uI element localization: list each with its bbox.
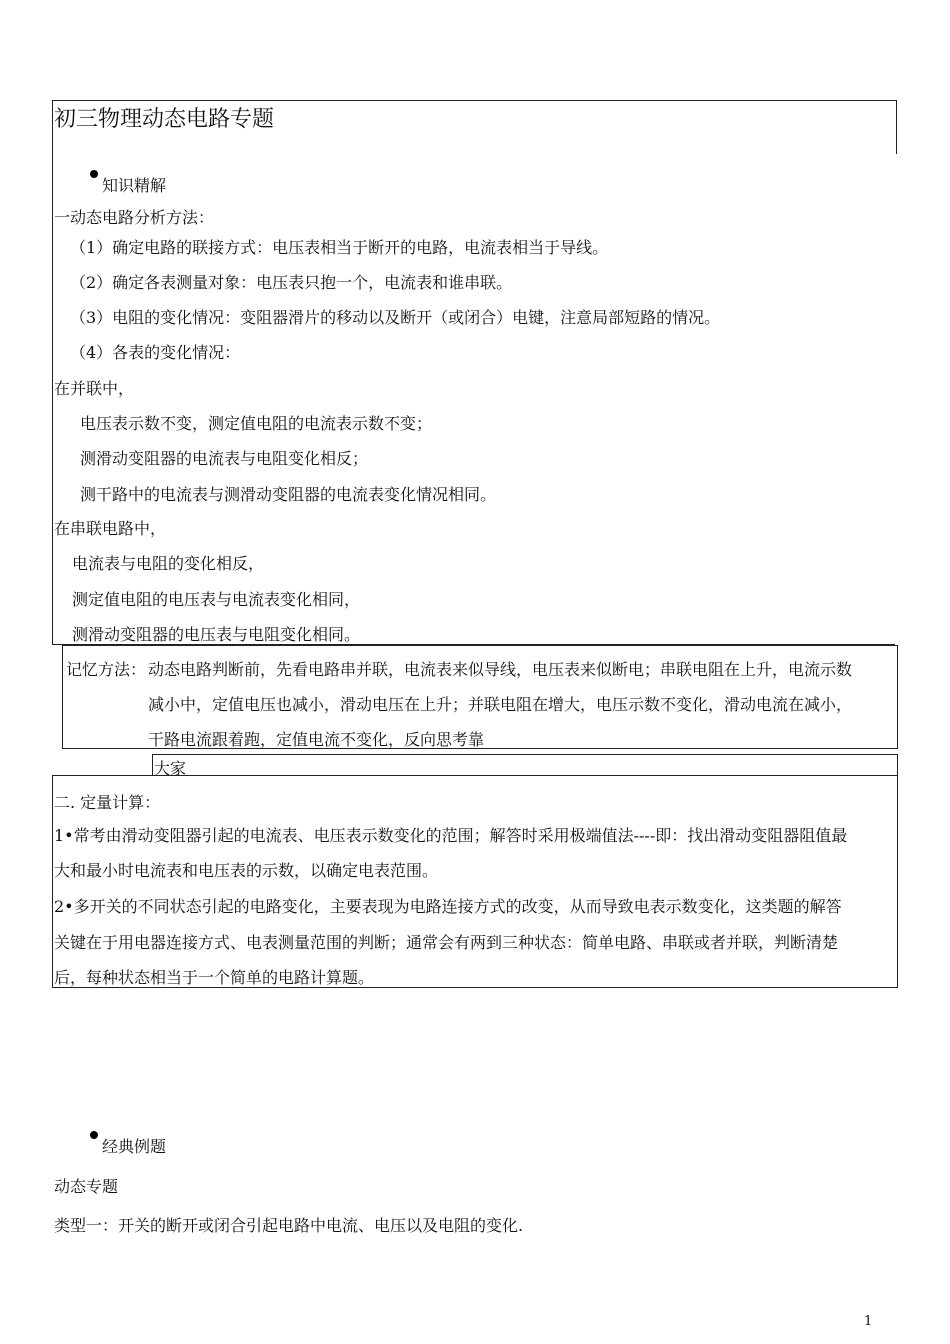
page-title: 初三物理动态电路专题	[54, 107, 275, 132]
series-item: 测定值电阻的电压表与电流表变化相同，	[72, 590, 361, 609]
series-item: 电流表与电阻的变化相反，	[72, 554, 265, 573]
step-2: （2）确定各表测量对象：电压表只抱一个，电流表和谁串联。	[70, 273, 513, 292]
parallel-heading: 在并联中，	[54, 379, 135, 398]
quant-heading: 二. 定量计算：	[54, 793, 161, 812]
section-heading-knowledge: 知识精解	[102, 176, 167, 195]
series-item: 测滑动变阻器的电压表与电阻变化相同。	[72, 625, 361, 644]
section-heading-examples: 经典例题	[102, 1137, 167, 1156]
memory-line: 动态电路判断前，先看电路串并联，电流表来似导线，电压表来似断电；串联电阻在上升，电流示数	[148, 660, 853, 679]
memory-line: 干路电流跟着跑，定值电流不变化，反向思考靠	[148, 730, 485, 749]
quant-line: 关键在于用电器连接方式、电表测量范围的判断；通常会有两到三种状态：简单电路、串联或者并联，判断清楚	[54, 933, 839, 952]
page-number: 1	[864, 1314, 873, 1329]
parallel-item: 测干路中的电流表与测滑动变阻器的电流表变化情况相同。	[80, 485, 497, 504]
method-heading: 一动态电路分析方法：	[54, 208, 215, 227]
quant-box	[52, 775, 898, 988]
quant-line: 后，每种状态相当于一个简单的电路计算题。	[54, 968, 375, 987]
bullet-icon	[90, 1131, 98, 1139]
memory-line: 减小中，定值电压也减小，滑动电压在上升；并联电阻在增大，电压示数不变化，滑动电流在减小，	[148, 695, 853, 714]
topic-label: 动态专题	[54, 1177, 119, 1196]
step-1: （1）确定电路的联接方式：电压表相当于断开的电路，电流表相当于导线。	[70, 238, 609, 257]
type-one-text: 类型一：开关的断开或闭合引起电路中电流、电压以及电阻的变化.	[54, 1216, 524, 1235]
parallel-item: 电压表示数不变，测定值电阻的电流表示数不变；	[80, 414, 433, 433]
parallel-item: 测滑动变阻器的电流表与电阻变化相反；	[80, 449, 369, 468]
continuation-cell	[152, 754, 898, 776]
quant-line: 大和最小时电流表和电压表的示数，以确定电表范围。	[54, 861, 439, 880]
memory-continuation: 大家	[154, 759, 187, 778]
step-4: （4）各表的变化情况：	[70, 343, 241, 362]
quant-line: 1•常考由滑动变阻器引起的电流表、电压表示数变化的范围；解答时采用极端值法----即：找出滑动变阻器阻值最	[54, 826, 848, 845]
bullet-icon	[90, 170, 98, 178]
series-heading: 在串联电路中，	[54, 519, 167, 538]
quant-line: 2•多开关的不同状态引起的电路变化，主要表现为电路连接方式的改变，从而导致电表示数变化，这类题的解答	[54, 897, 842, 916]
box-border-gap	[895, 154, 899, 647]
memory-label: 记忆方法：	[66, 660, 147, 679]
step-3: （3）电阻的变化情况：变阻器滑片的移动以及断开（或闭合）电键，注意局部短路的情况。	[70, 308, 721, 327]
